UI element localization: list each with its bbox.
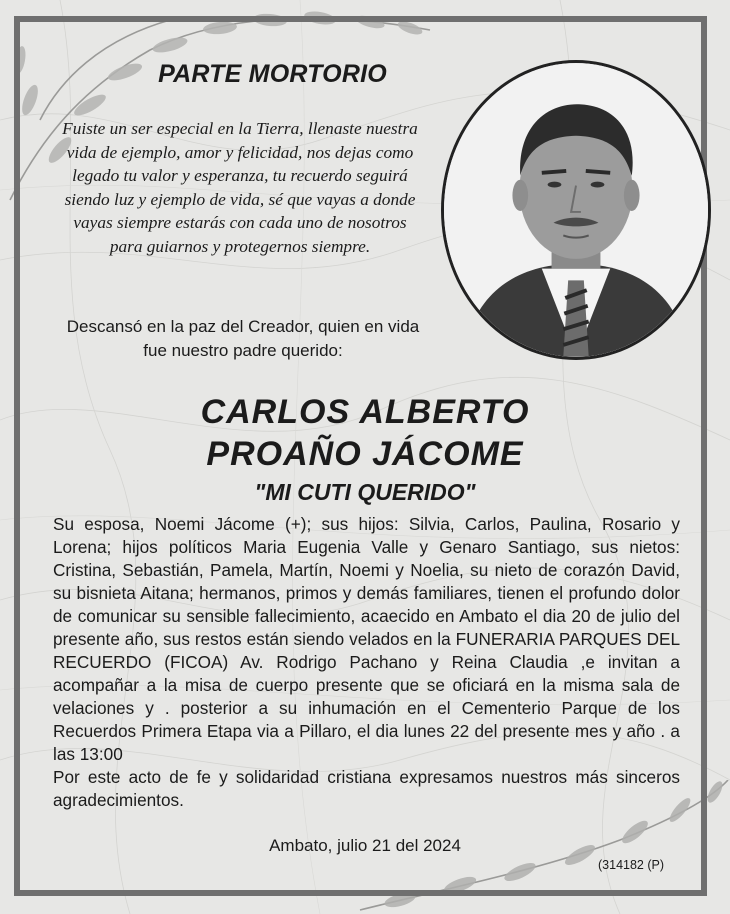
deceased-name-line2: PROAÑO JÁCOME bbox=[206, 435, 524, 473]
publication-reference: (314182 (P) bbox=[598, 858, 665, 872]
poem-text: Fuiste un ser especial en la Tierra, llenaste nuestra vida de ejemplo, amor y felicidad, nos dejas como legado tu valor y esperanza, tu recuerdo seguirá siendo luz y ejemplo de vida, sé que vayas a donde vayas siempre estarás con cada uno de nosotros para guiarnos y protegernos siempre. bbox=[62, 119, 418, 256]
announcement-body bbox=[53, 513, 680, 812]
nickname: "MI CUTI QUERIDO" bbox=[254, 479, 476, 505]
portrait-photo-icon bbox=[444, 63, 708, 357]
notice-title: PARTE MORTORIO bbox=[158, 60, 387, 88]
intro-text: Descansó en la paz del Creador, quien en vida fue nuestro padre querido: bbox=[66, 317, 420, 360]
announcement-paragraph: Su esposa, Noemi Jácome (+); sus hijos: Silvia, Carlos, Paulina, Rosario y Lorena; hijos políticos Maria Eugenia Valle y Genaro Santiago, sus nietos: Cristina, Sebastián, Pamela, Martín, Noemi y Noelia, su nieto de corazón David, su bisnieta Aitana; hermanos, primos y demás familiares, tienen el profundo dolor de comunicar su sensible fallecimiento, acaecido en Ambato el dia 20 de julio del presente año, sus restos están siendo velados en la FUNERARIA PARQUES DEL RECUERDO (FICOA) Av. Rodrigo Pachano y Reina Claudia ,e invitan a acompañar a la misa de cuerpo presente que se oficiará en la misma sala de velaciones y . posterior a su inhumación en el Cementerio Parque de los Recuerdos Primera Etapa via a Pillaro, el dia lunes 22 del presente mes y año . a las 13:00 bbox=[53, 514, 680, 764]
portrait-photo bbox=[441, 60, 711, 360]
dateline: Ambato, julio 21 del 2024 bbox=[269, 836, 461, 855]
deceased-name-line1: CARLOS ALBERTO bbox=[200, 393, 530, 431]
closing-text: Por este acto de fe y solidaridad cristiana expresamos nuestros más sinceros agradecimientos. bbox=[53, 767, 680, 810]
